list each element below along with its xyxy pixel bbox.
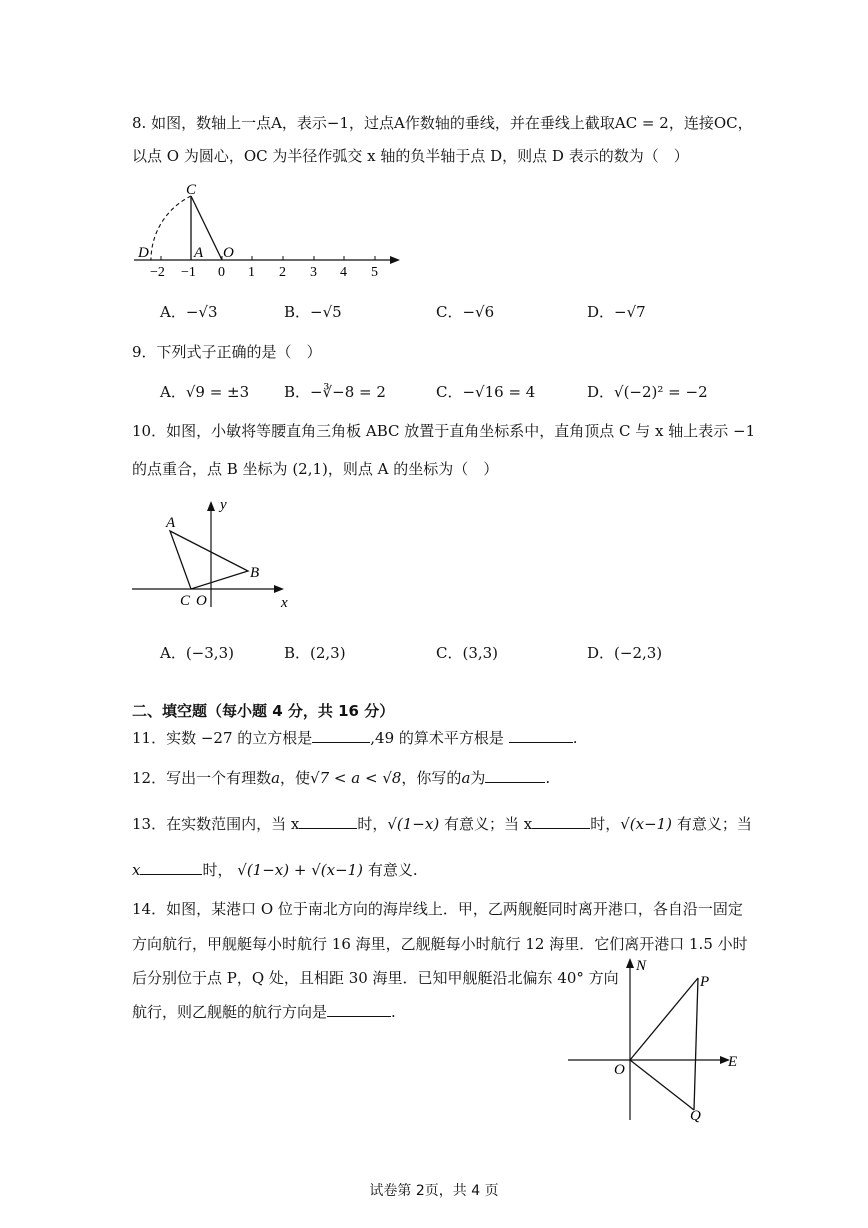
answer-blank: [140, 860, 202, 875]
q14-line3: 后分别位于点 P，Q 处，且相距 30 海里．已知甲舰艇沿北偏东 40° 方向: [132, 969, 619, 987]
q8-option-d: D．−√7: [587, 303, 646, 321]
q12-text-a: 12．写出一个有理数: [132, 769, 272, 787]
q8-line1: 8. 如图，数轴上一点A，表示−1，过点A作数轴的垂线，并在垂线上截取AC = 2，连接OC，: [132, 114, 753, 132]
q10-option-c: C．(3,3): [436, 644, 499, 662]
north-arrow: [626, 958, 634, 968]
q14-text: .: [391, 1003, 396, 1021]
q8-option-c: C．−√6: [436, 303, 495, 321]
q8-number-line-figure: [128, 180, 408, 280]
q14-line2: 方向航行，甲舰艇每小时航行 16 海里，乙舰艇每小时航行 12 海里．它们离开港口 1.5 小时: [132, 935, 748, 953]
tick-label: −2: [150, 265, 165, 280]
q10-line1: 10．如图，小敏将等腰直角三角板 ABC 放置于直角坐标系中，直角顶点 C 与 x 轴上表示 −1: [132, 422, 756, 440]
q12-text-e: .: [545, 769, 551, 787]
y-axis-arrow: [207, 501, 215, 511]
q9-option-d: D．√(−2)² = −2: [587, 383, 708, 401]
q13-text: 有意义；当: [672, 815, 752, 833]
segment-OQ: [630, 1060, 694, 1110]
q12-inequality: √7 < a < √8: [310, 769, 402, 787]
q14-text: 航行，则乙舰艇的航行方向是: [132, 1003, 328, 1021]
q12-var: a: [461, 769, 471, 787]
segment-PQ: [694, 978, 698, 1110]
tick-label: −1: [181, 265, 196, 280]
q10-coordinate-figure: [128, 495, 298, 615]
label-O: O: [196, 593, 207, 609]
q8-option-b: B．−√5: [284, 303, 342, 321]
q10-line2: 的点重合，点 B 坐标为 (2,1)，则点 A 的坐标为（ ）: [132, 460, 499, 478]
q12-text-c: ，你写的: [401, 769, 462, 787]
triangle-ABC: [170, 531, 248, 589]
q13-line2: [132, 860, 418, 880]
section-title: 二、填空题（每小题 4 分，共 16 分）: [132, 702, 395, 720]
tick-label: 1: [248, 265, 255, 280]
q13-text: 时，: [590, 815, 621, 833]
axis-arrow: [390, 256, 400, 264]
q14-line1: 14．如图，某港口 O 位于南北方向的海岸线上．甲，乙两舰艇同时离开港口，各自沿一固定: [132, 900, 743, 918]
q8-option-a: A．−√3: [160, 303, 218, 321]
label-E: E: [728, 1054, 738, 1070]
q12: [132, 768, 550, 788]
dashed-arc: [151, 196, 191, 260]
label-B: B: [250, 565, 260, 581]
label-y: y: [220, 497, 227, 513]
q10-option-b: B．(2,3): [284, 644, 346, 662]
page-footer: 试卷第 2页，共 4 页: [369, 1183, 499, 1199]
label-A: A: [166, 515, 176, 531]
point-label-D: D: [138, 245, 149, 261]
q13-radical: √(x−1): [620, 815, 673, 833]
q11-text-c: .: [572, 729, 578, 747]
label-x: x: [281, 595, 288, 611]
q9-option-c: C．−√16 = 4: [436, 383, 536, 401]
tick-label: 3: [310, 265, 317, 280]
label-C: C: [180, 593, 191, 609]
q14-line4: [132, 1002, 396, 1022]
answer-blank: [312, 728, 370, 743]
tick-label: 5: [371, 265, 378, 280]
q11-text-a: 11．实数 −27 的立方根是: [132, 729, 313, 747]
segment-OP: [630, 978, 698, 1060]
q10-option-a: A．(−3,3): [160, 644, 234, 662]
q9-option-b: B．−∛−8 = 2: [284, 383, 386, 401]
q13-text: x: [132, 861, 141, 879]
q10-option-d: D．(−2,3): [587, 644, 663, 662]
q13-text: 13．在实数范围内，当 x: [132, 815, 300, 833]
q13-text: 时，: [202, 861, 233, 879]
label-P: P: [700, 974, 710, 990]
point-label-A: A: [194, 245, 204, 261]
point-label-O: O: [223, 245, 234, 261]
label-N: N: [636, 958, 647, 974]
q8-line2: 以点 O 为圆心，OC 为半径作弧交 x 轴的负半轴于点 D，则点 D 表示的数为（ ）: [132, 147, 689, 165]
q13-text: 有意义；当 x: [439, 815, 533, 833]
q12-text-d: 为: [470, 769, 486, 787]
q11-text-b: ,49 的算术平方根是: [370, 729, 504, 747]
q13-line1: [132, 814, 752, 834]
q9-line1: 9．下列式子正确的是（ ）: [132, 343, 322, 361]
tick-label: 4: [340, 265, 347, 280]
q14-compass-figure: [562, 950, 752, 1128]
point-label-C: C: [186, 182, 197, 198]
answer-blank: [485, 768, 545, 783]
tick-label: 2: [279, 265, 286, 280]
q11: [132, 728, 577, 748]
q13-text: 时，: [357, 815, 388, 833]
answer-blank: [327, 1002, 391, 1017]
label-O: O: [614, 1062, 625, 1078]
answer-blank: [299, 814, 357, 829]
label-Q: Q: [690, 1108, 701, 1124]
q13-radical: √(1−x) + √(x−1): [237, 861, 364, 879]
answer-blank: [509, 728, 573, 743]
q12-text-b: ，使: [280, 769, 311, 787]
q12-var: a: [271, 769, 281, 787]
answer-blank: [532, 814, 590, 829]
q13-radical: √(1−x): [387, 815, 440, 833]
q13-text: 有意义.: [363, 861, 418, 879]
q9-option-a: A．√9 = ±3: [160, 383, 250, 401]
x-axis-arrow: [274, 585, 284, 593]
tick-label: 0: [218, 265, 225, 280]
